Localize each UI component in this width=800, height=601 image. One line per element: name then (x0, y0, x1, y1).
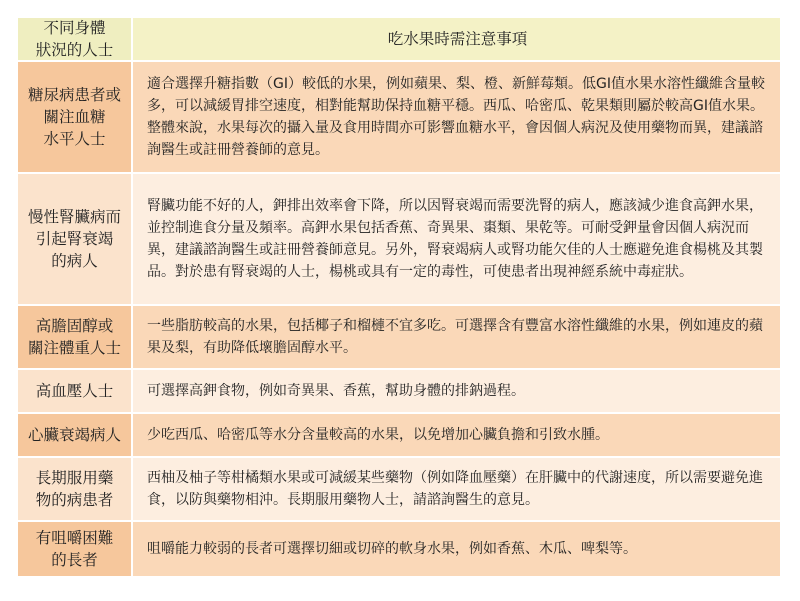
row-group-cell: 長期服用藥 物的病患者 (18, 458, 133, 520)
table-row (18, 522, 780, 576)
table-row (18, 174, 780, 306)
header-notes-cell: 吃水果時需注意事項 (133, 18, 780, 60)
row-notes-cell: 西柚及柚子等柑橘類水果或可減緩某些藥物（例如降血壓藥）在肝臟中的代謝速度，所以需要避免進食，以防與藥物相沖。長期服用藥物人士，請諮詢醫生的意見。 (133, 458, 780, 520)
table-row (18, 414, 780, 458)
row-notes-cell: 咀嚼能力較弱的長者可選擇切細或切碎的軟身水果，例如香蕉、木瓜、啤梨等。 (133, 522, 780, 576)
row-notes-cell: 可選擇高鉀食物，例如奇異果、香蕉，幫助身體的排鈉過程。 (133, 370, 780, 412)
row-notes-cell: 一些脂肪較高的水果，包括椰子和榴槤不宜多吃。可選擇含有豐富水溶性纖維的水果，例如連皮的蘋果及梨，有助降低壞膽固醇水平。 (133, 306, 780, 368)
row-group-cell: 心臟衰竭病人 (18, 414, 133, 456)
header-group-cell: 不同身體 狀況的人士 (18, 18, 133, 60)
row-notes-cell: 少吃西瓜、哈密瓜等水分含量較高的水果，以免增加心臟負擔和引致水腫。 (133, 414, 780, 456)
table-header-row (18, 18, 780, 62)
table-row (18, 370, 780, 414)
row-group-cell: 有咀嚼困難 的長者 (18, 522, 133, 576)
fruit-advice-table (18, 18, 780, 576)
row-group-cell: 高膽固醇或 關注體重人士 (18, 306, 133, 368)
row-notes-cell: 腎臟功能不好的人，鉀排出效率會下降，所以因腎衰竭而需要洗腎的病人，應該減少進食高鉀水果，並控制進食分量及頻率。高鉀水果包括香蕉、奇異果、棗類、果乾等。可耐受鉀量會因個人病況而異，建議諮詢醫生或註冊營養師意見。另外，腎衰竭病人或腎功能欠佳的人士應避免進食楊桃及其製品。對於患有腎衰竭的人士，楊桃或具有一定的毒性，可使患者出現神經系統中毒症狀。 (133, 174, 780, 304)
row-notes-cell: 適合選擇升糖指數（GI）較低的水果，例如蘋果、梨、橙、新鮮莓類。低GI值水果水溶性纖維含量較多，可以減緩胃排空速度，相對能幫助保持血糖平穩。西瓜、哈密瓜、乾果類則屬於較高GI值水果。整體來說，水果每次的攝入量及食用時間亦可影響血糖水平，會因個人病況及使用藥物而異，建議諮詢醫生或註冊營養師的意見。 (133, 62, 780, 172)
table-row (18, 306, 780, 370)
table-row (18, 62, 780, 174)
row-group-cell: 高血壓人士 (18, 370, 133, 412)
row-group-cell: 慢性腎臟病而 引起腎衰竭 的病人 (18, 174, 133, 304)
row-group-cell: 糖尿病患者或 關注血糖 水平人士 (18, 62, 133, 172)
table-row (18, 458, 780, 522)
